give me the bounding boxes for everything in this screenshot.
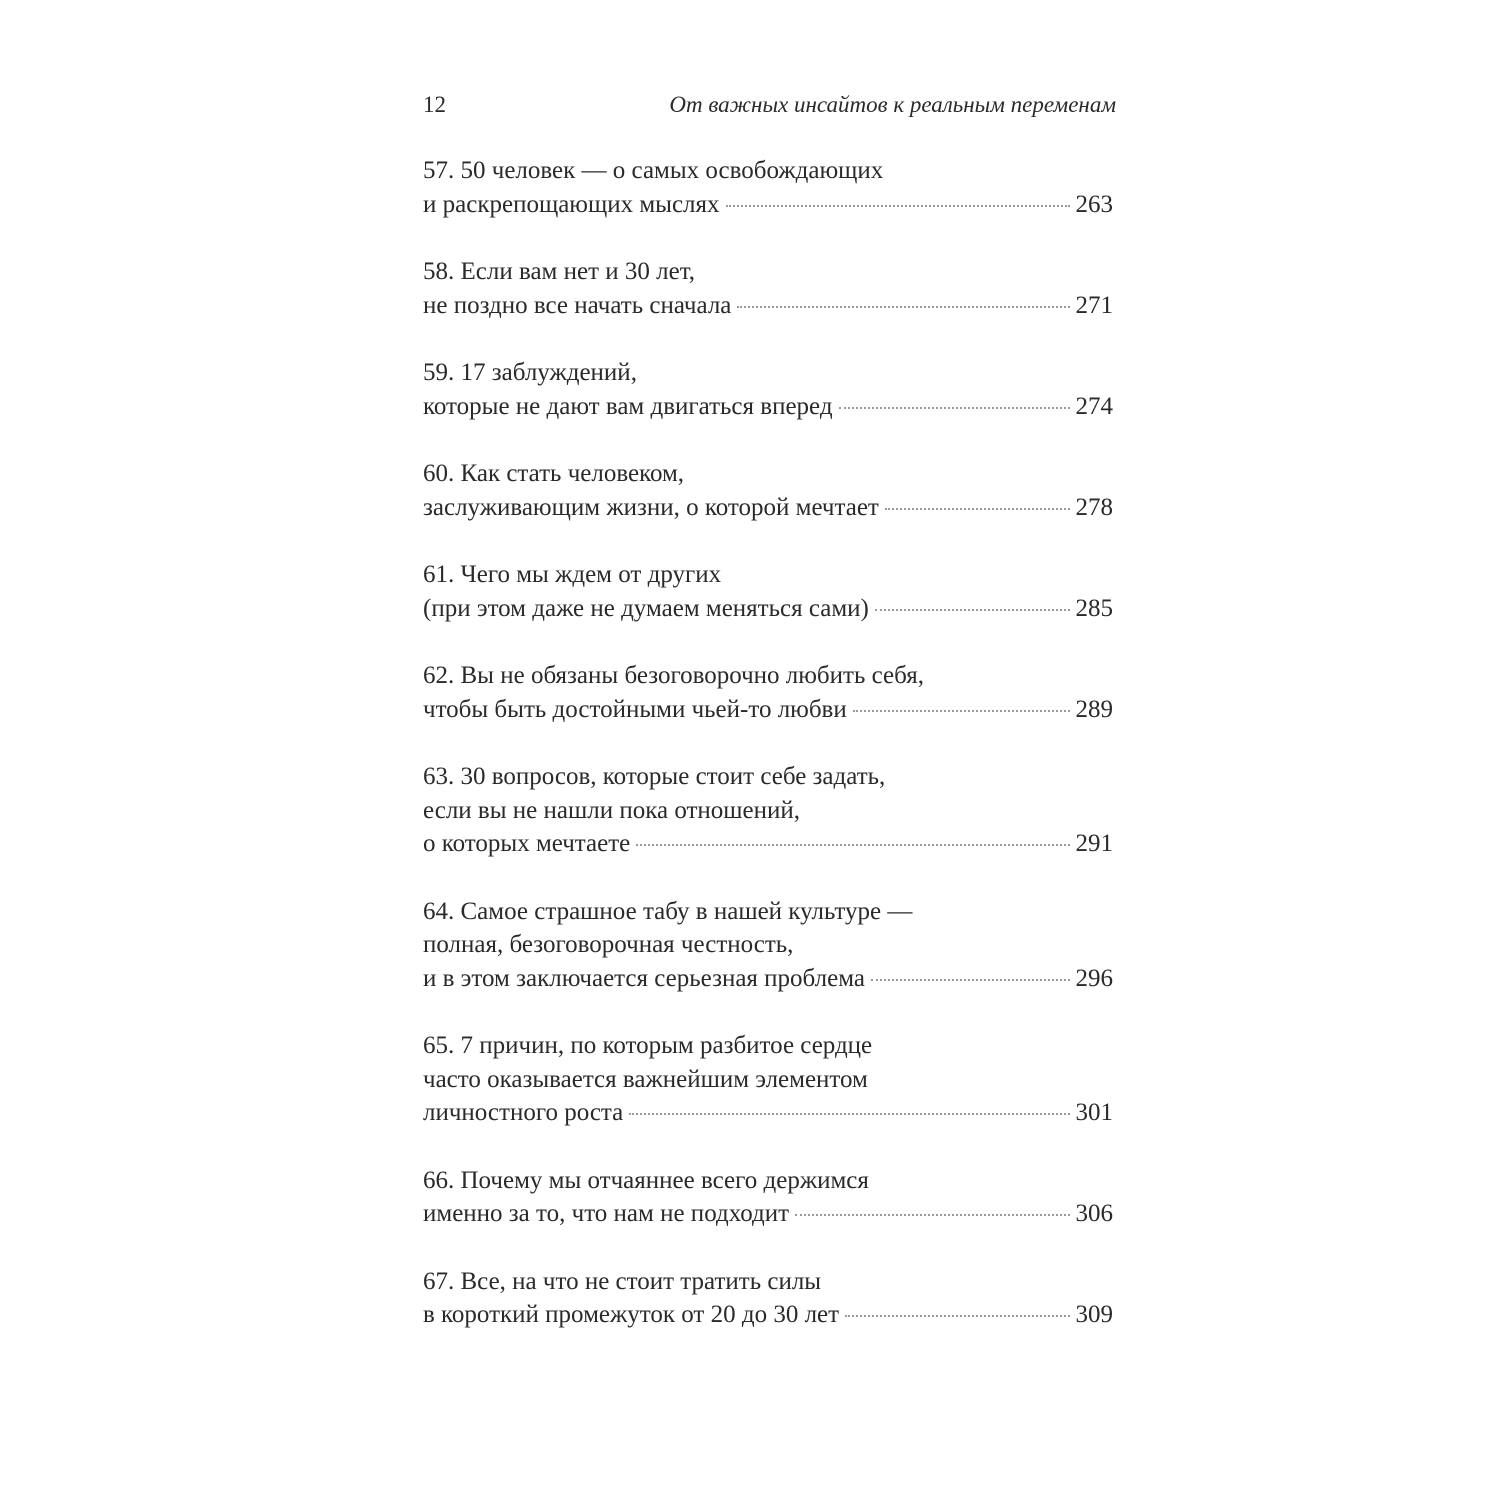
toc-page-number: 296	[1075, 964, 1113, 992]
toc-page-number: 301	[1075, 1099, 1113, 1126]
toc-entry-title-line: 59. 17 заблуждений,	[423, 359, 637, 386]
toc-entry-title-line: и раскрепощающих мыслях	[423, 190, 720, 218]
dot-leader	[885, 508, 1070, 510]
toc-entry-title-line: заслуживающим жизни, о которой мечтает	[423, 493, 879, 521]
toc-entry-last-line	[423, 1298, 1113, 1332]
toc-entry-title-line: 57. 50 человек — о самых освобождающих	[423, 157, 884, 184]
toc-entry	[423, 659, 1113, 726]
toc-entry-title-line: (при этом даже не думаем меняться сами)	[423, 594, 869, 622]
dot-leader	[737, 306, 1069, 308]
dot-leader	[871, 979, 1070, 981]
dot-leader	[636, 844, 1069, 846]
toc-entry-title-line: 58. Если вам нет и 30 лет,	[423, 258, 696, 285]
toc-page-number: 271	[1075, 291, 1113, 319]
table-of-contents	[423, 154, 1113, 1366]
toc-page-number: 309	[1075, 1301, 1113, 1328]
toc-entry-last-line	[423, 188, 1113, 222]
page-number: 12	[423, 92, 446, 117]
toc-entry-title-line: 60. Как стать человеком,	[423, 460, 685, 487]
toc-entry-title-line: о которых мечтаете	[423, 830, 631, 857]
toc-entry	[423, 895, 1113, 996]
toc-page-number: 285	[1075, 594, 1113, 622]
dot-leader	[853, 710, 1070, 712]
toc-entry-title-line: полная, безоговорочная честность,	[423, 931, 794, 958]
dot-leader	[845, 1315, 1069, 1317]
toc-entry-title-line: чтобы быть достойными чьей-то любви	[423, 695, 847, 723]
toc-entry-title-line: не поздно все начать сначала	[423, 291, 732, 319]
running-head	[423, 92, 1116, 132]
toc-entry-title-line: часто оказывается важнейшим элементом	[423, 1065, 868, 1093]
toc-page-number: 291	[1075, 830, 1113, 857]
dot-leader	[839, 407, 1070, 409]
toc-entry-title-line: в короткий промежуток от 20 до 30 лет	[423, 1301, 840, 1328]
toc-entry-title-line: 62. Вы не обязаны безоговорочно любить себя,	[423, 662, 924, 689]
running-title: От важных инсайтов к реальным переменам	[669, 92, 1116, 117]
toc-entry-title-line: именно за то, что нам не подходит	[423, 1200, 790, 1227]
toc-entry-title-line: 61. Чего мы ждем от других	[423, 561, 722, 588]
toc-entry-last-line	[423, 592, 1113, 626]
toc-entry-title-line: и в этом заключается серьезная проблема	[423, 964, 865, 992]
toc-entry-title-line: 65. 7 причин, по которым разбитое сердце	[423, 1032, 873, 1059]
toc-page-number: 278	[1075, 493, 1113, 521]
toc-entry-last-line	[423, 693, 1113, 727]
dot-leader	[875, 609, 1070, 611]
toc-entry	[423, 1164, 1113, 1231]
toc-entry	[423, 558, 1113, 625]
toc-entry	[423, 154, 1113, 221]
toc-entry-title-line: 64. Самое страшное табу в нашей культуре —	[423, 897, 913, 925]
toc-entry-last-line	[423, 491, 1113, 525]
toc-page-number: 263	[1075, 190, 1113, 218]
toc-page-number: 306	[1075, 1200, 1113, 1227]
toc-entry-last-line	[423, 827, 1113, 861]
toc-entry-last-line	[423, 1197, 1113, 1231]
toc-page-number: 289	[1075, 695, 1113, 723]
toc-entry	[423, 1265, 1113, 1332]
toc-page-number: 274	[1075, 392, 1113, 420]
dot-leader	[726, 205, 1070, 207]
toc-entry	[423, 1029, 1113, 1130]
toc-entry-title-line: 63. 30 вопросов, которые стоит себе задать,	[423, 763, 886, 790]
toc-entry-title-line: которые не дают вам двигаться вперед	[423, 392, 833, 420]
dot-leader	[629, 1113, 1069, 1115]
toc-entry-last-line	[423, 1096, 1113, 1130]
toc-entry-title-line: личностного роста	[423, 1099, 624, 1126]
toc-entry-title-line: 66. Почему мы отчаяннее всего держимся	[423, 1166, 869, 1194]
toc-entry-last-line	[423, 962, 1113, 996]
toc-entry-last-line	[423, 390, 1113, 424]
toc-entry	[423, 255, 1113, 322]
toc-entry	[423, 457, 1113, 524]
toc-entry	[423, 760, 1113, 861]
toc-entry-last-line	[423, 289, 1113, 323]
toc-entry	[423, 356, 1113, 423]
toc-entry-title-line: 67. Все, на что не стоит тратить силы	[423, 1267, 822, 1295]
dot-leader	[795, 1214, 1069, 1216]
toc-entry-title-line: если вы не нашли пока отношений,	[423, 796, 801, 824]
